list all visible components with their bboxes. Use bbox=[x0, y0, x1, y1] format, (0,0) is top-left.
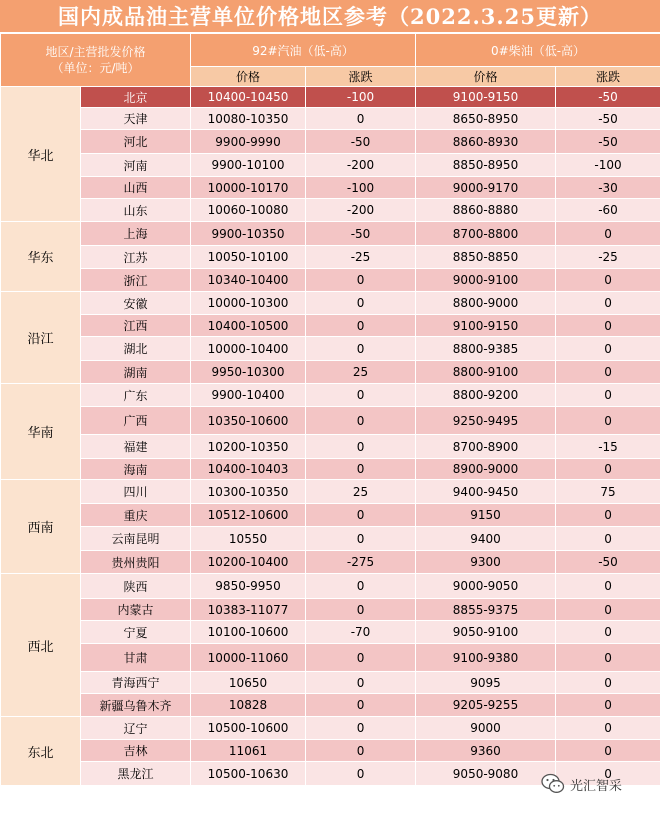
gasoline-price-cell: 10400-10450 bbox=[191, 87, 306, 108]
city-cell: 福建 bbox=[81, 435, 191, 459]
diesel-change-cell: -50 bbox=[556, 551, 660, 574]
diesel-change-cell: 0 bbox=[556, 407, 660, 435]
gasoline-change-cell: 0 bbox=[306, 384, 416, 407]
diesel-price-cell: 9100-9380 bbox=[416, 644, 556, 672]
region-cell: 沿江 bbox=[1, 292, 81, 384]
city-cell: 青海西宁 bbox=[81, 672, 191, 694]
gasoline-change-cell: 0 bbox=[306, 717, 416, 740]
gasoline-change-cell: -70 bbox=[306, 621, 416, 644]
corner-header-line2: （单位：元/吨） bbox=[51, 61, 140, 75]
diesel-price-cell: 8850-8850 bbox=[416, 246, 556, 269]
gasoline-change-cell: 0 bbox=[306, 435, 416, 459]
city-cell: 浙江 bbox=[81, 269, 191, 292]
diesel-price-cell: 9000-9050 bbox=[416, 574, 556, 599]
region-cell: 西北 bbox=[1, 574, 81, 717]
gasoline-price-cell: 9900-10400 bbox=[191, 384, 306, 407]
gasoline-change-cell: 0 bbox=[306, 644, 416, 672]
watermark-text: 光汇智采 bbox=[570, 778, 623, 794]
city-cell: 重庆 bbox=[81, 504, 191, 527]
table-row bbox=[1, 599, 660, 621]
diesel-price-cell: 9300 bbox=[416, 551, 556, 574]
gasoline-change-cell: 0 bbox=[306, 504, 416, 527]
diesel-price-cell: 9360 bbox=[416, 740, 556, 762]
diesel-change-cell: 0 bbox=[556, 717, 660, 740]
gasoline-price-cell: 9950-10300 bbox=[191, 361, 306, 384]
diesel-price-cell: 9050-9080 bbox=[416, 762, 556, 786]
table-row bbox=[1, 407, 660, 435]
gasoline-price-cell: 10500-10630 bbox=[191, 762, 306, 786]
table-row bbox=[1, 154, 660, 177]
gasoline-change-cell: -275 bbox=[306, 551, 416, 574]
gasoline-change-cell: 0 bbox=[306, 762, 416, 786]
diesel-price-cell: 9100-9150 bbox=[416, 87, 556, 108]
gasoline-price-cell: 10300-10350 bbox=[191, 480, 306, 504]
diesel-change-cell: -30 bbox=[556, 177, 660, 199]
table-row bbox=[1, 459, 660, 480]
gasoline-price-cell: 10383-11077 bbox=[191, 599, 306, 621]
gasoline-price-cell: 11061 bbox=[191, 740, 306, 762]
city-cell: 云南昆明 bbox=[81, 527, 191, 551]
diesel-change-cell: -50 bbox=[556, 87, 660, 108]
gasoline-change-cell: 0 bbox=[306, 459, 416, 480]
diesel-change-cell: 0 bbox=[556, 694, 660, 717]
city-cell: 湖南 bbox=[81, 361, 191, 384]
diesel-change-cell: 0 bbox=[556, 292, 660, 315]
diesel-change-cell: -100 bbox=[556, 154, 660, 177]
city-cell: 山西 bbox=[81, 177, 191, 199]
city-cell: 江西 bbox=[81, 315, 191, 337]
diesel-change-cell: 0 bbox=[556, 459, 660, 480]
gasoline-price-header: 价格 bbox=[191, 67, 306, 87]
gasoline-price-cell: 10350-10600 bbox=[191, 407, 306, 435]
city-cell: 广东 bbox=[81, 384, 191, 407]
diesel-change-cell: 0 bbox=[556, 222, 660, 246]
table-row bbox=[1, 222, 660, 246]
table-row bbox=[1, 504, 660, 527]
region-cell: 东北 bbox=[1, 717, 81, 786]
diesel-price-cell: 8860-8930 bbox=[416, 130, 556, 154]
diesel-change-header: 涨跌 bbox=[556, 67, 660, 87]
diesel-price-cell: 9150 bbox=[416, 504, 556, 527]
diesel-change-cell: 0 bbox=[556, 599, 660, 621]
gasoline-change-cell: 0 bbox=[306, 740, 416, 762]
diesel-price-cell: 8650-8950 bbox=[416, 108, 556, 130]
gasoline-price-cell: 10000-10400 bbox=[191, 337, 306, 361]
gasoline-price-cell: 10828 bbox=[191, 694, 306, 717]
diesel-change-cell: 0 bbox=[556, 337, 660, 361]
gasoline-price-cell: 9900-10350 bbox=[191, 222, 306, 246]
table-row bbox=[1, 672, 660, 694]
diesel-price-header: 价格 bbox=[416, 67, 556, 87]
gasoline-price-cell: 10060-10080 bbox=[191, 199, 306, 222]
city-cell: 北京 bbox=[81, 87, 191, 108]
gasoline-change-cell: 0 bbox=[306, 108, 416, 130]
region-cell: 华东 bbox=[1, 222, 81, 292]
gasoline-change-cell: 0 bbox=[306, 672, 416, 694]
gasoline-change-cell: 0 bbox=[306, 574, 416, 599]
diesel-change-cell: -50 bbox=[556, 130, 660, 154]
table-row bbox=[1, 740, 660, 762]
gasoline-change-header: 涨跌 bbox=[306, 67, 416, 87]
table-row bbox=[1, 384, 660, 407]
gasoline-price-cell: 10340-10400 bbox=[191, 269, 306, 292]
diesel-change-cell: 0 bbox=[556, 762, 660, 786]
diesel-price-cell: 9250-9495 bbox=[416, 407, 556, 435]
diesel-change-cell: 0 bbox=[556, 527, 660, 551]
city-cell: 辽宁 bbox=[81, 717, 191, 740]
table-row bbox=[1, 621, 660, 644]
region-cell: 西南 bbox=[1, 480, 81, 574]
diesel-change-cell: 0 bbox=[556, 621, 660, 644]
diesel-change-cell: -15 bbox=[556, 435, 660, 459]
diesel-change-cell: -25 bbox=[556, 246, 660, 269]
diesel-change-cell: 0 bbox=[556, 315, 660, 337]
diesel-price-cell: 8855-9375 bbox=[416, 599, 556, 621]
diesel-change-cell: 0 bbox=[556, 384, 660, 407]
table-row bbox=[1, 177, 660, 199]
gasoline-change-cell: -200 bbox=[306, 154, 416, 177]
diesel-price-cell: 9400-9450 bbox=[416, 480, 556, 504]
corner-header bbox=[1, 34, 191, 87]
city-cell: 黑龙江 bbox=[81, 762, 191, 786]
city-cell: 广西 bbox=[81, 407, 191, 435]
gasoline-change-cell: -200 bbox=[306, 199, 416, 222]
city-cell: 河南 bbox=[81, 154, 191, 177]
gasoline-change-cell: -25 bbox=[306, 246, 416, 269]
gasoline-price-cell: 10400-10403 bbox=[191, 459, 306, 480]
gasoline-price-cell: 10100-10600 bbox=[191, 621, 306, 644]
diesel-change-cell: 0 bbox=[556, 644, 660, 672]
gasoline-price-cell: 10200-10400 bbox=[191, 551, 306, 574]
diesel-header: 0#柴油（低-高） bbox=[416, 34, 660, 67]
gasoline-price-cell: 10050-10100 bbox=[191, 246, 306, 269]
city-cell: 海南 bbox=[81, 459, 191, 480]
gasoline-change-cell: 0 bbox=[306, 407, 416, 435]
gasoline-price-cell: 10000-10170 bbox=[191, 177, 306, 199]
diesel-price-cell: 9000-9100 bbox=[416, 269, 556, 292]
diesel-price-cell: 8900-9000 bbox=[416, 459, 556, 480]
gasoline-change-cell: 0 bbox=[306, 269, 416, 292]
diesel-change-cell: -60 bbox=[556, 199, 660, 222]
diesel-price-cell: 8800-9385 bbox=[416, 337, 556, 361]
gasoline-price-cell: 10200-10350 bbox=[191, 435, 306, 459]
diesel-price-cell: 8700-8900 bbox=[416, 435, 556, 459]
city-cell: 江苏 bbox=[81, 246, 191, 269]
table-row bbox=[1, 292, 660, 315]
gasoline-change-cell: 0 bbox=[306, 315, 416, 337]
table-row bbox=[1, 269, 660, 292]
table-row bbox=[1, 337, 660, 361]
city-cell: 内蒙古 bbox=[81, 599, 191, 621]
gasoline-change-cell: 25 bbox=[306, 480, 416, 504]
city-cell: 四川 bbox=[81, 480, 191, 504]
gasoline-change-cell: -100 bbox=[306, 177, 416, 199]
page-title: 国内成品油主营单位价格地区参考（2022.3.25更新） bbox=[0, 0, 660, 33]
diesel-price-cell: 8850-8950 bbox=[416, 154, 556, 177]
table-row bbox=[1, 694, 660, 717]
diesel-price-cell: 9400 bbox=[416, 527, 556, 551]
diesel-change-cell: 0 bbox=[556, 361, 660, 384]
city-cell: 山东 bbox=[81, 199, 191, 222]
diesel-price-cell: 9095 bbox=[416, 672, 556, 694]
gasoline-change-cell: 0 bbox=[306, 599, 416, 621]
watermark bbox=[541, 771, 622, 797]
city-cell: 湖北 bbox=[81, 337, 191, 361]
table-row bbox=[1, 246, 660, 269]
city-cell: 贵州贵阳 bbox=[81, 551, 191, 574]
gasoline-price-cell: 10400-10500 bbox=[191, 315, 306, 337]
diesel-change-cell: 0 bbox=[556, 504, 660, 527]
diesel-price-cell: 8800-9200 bbox=[416, 384, 556, 407]
diesel-price-cell: 9100-9150 bbox=[416, 315, 556, 337]
city-cell: 吉林 bbox=[81, 740, 191, 762]
diesel-price-cell: 9000-9170 bbox=[416, 177, 556, 199]
wechat-logo-icon bbox=[541, 773, 565, 795]
price-table bbox=[0, 33, 660, 786]
gasoline-price-cell: 10512-10600 bbox=[191, 504, 306, 527]
table-row bbox=[1, 361, 660, 384]
table-row bbox=[1, 199, 660, 222]
table-row bbox=[1, 527, 660, 551]
city-cell: 陕西 bbox=[81, 574, 191, 599]
city-cell: 河北 bbox=[81, 130, 191, 154]
diesel-change-cell: -50 bbox=[556, 108, 660, 130]
diesel-change-cell: 75 bbox=[556, 480, 660, 504]
gasoline-price-cell: 9900-10100 bbox=[191, 154, 306, 177]
region-cell: 华北 bbox=[1, 87, 81, 222]
diesel-price-cell: 8800-9100 bbox=[416, 361, 556, 384]
diesel-change-cell: 0 bbox=[556, 269, 660, 292]
diesel-change-cell: 0 bbox=[556, 740, 660, 762]
diesel-price-cell: 9050-9100 bbox=[416, 621, 556, 644]
gasoline-change-cell: 25 bbox=[306, 361, 416, 384]
table-row bbox=[1, 574, 660, 599]
gasoline-price-cell: 10500-10600 bbox=[191, 717, 306, 740]
gasoline-change-cell: -100 bbox=[306, 87, 416, 108]
city-cell: 甘肃 bbox=[81, 644, 191, 672]
city-cell: 天津 bbox=[81, 108, 191, 130]
diesel-change-cell: 0 bbox=[556, 672, 660, 694]
gasoline-price-cell: 10650 bbox=[191, 672, 306, 694]
table-row bbox=[1, 551, 660, 574]
table-row bbox=[1, 644, 660, 672]
gasoline-price-cell: 10000-11060 bbox=[191, 644, 306, 672]
gasoline-price-cell: 9900-9990 bbox=[191, 130, 306, 154]
table-row bbox=[1, 717, 660, 740]
region-cell: 华南 bbox=[1, 384, 81, 480]
gasoline-change-cell: 0 bbox=[306, 527, 416, 551]
diesel-price-cell: 9000 bbox=[416, 717, 556, 740]
table-row bbox=[1, 108, 660, 130]
gasoline-price-cell: 10550 bbox=[191, 527, 306, 551]
table-row bbox=[1, 315, 660, 337]
diesel-price-cell: 8700-8800 bbox=[416, 222, 556, 246]
gasoline-change-cell: -50 bbox=[306, 222, 416, 246]
diesel-change-cell: 0 bbox=[556, 574, 660, 599]
diesel-price-cell: 8800-9000 bbox=[416, 292, 556, 315]
table-row bbox=[1, 87, 660, 108]
gasoline-header: 92#汽油（低-高） bbox=[191, 34, 416, 67]
gasoline-change-cell: 0 bbox=[306, 337, 416, 361]
diesel-price-cell: 8860-8880 bbox=[416, 199, 556, 222]
city-cell: 上海 bbox=[81, 222, 191, 246]
table-row bbox=[1, 480, 660, 504]
city-cell: 安徽 bbox=[81, 292, 191, 315]
gasoline-change-cell: 0 bbox=[306, 694, 416, 717]
gasoline-change-cell: -50 bbox=[306, 130, 416, 154]
diesel-price-cell: 9205-9255 bbox=[416, 694, 556, 717]
gasoline-price-cell: 10000-10300 bbox=[191, 292, 306, 315]
city-cell: 新疆乌鲁木齐 bbox=[81, 694, 191, 717]
gasoline-change-cell: 0 bbox=[306, 292, 416, 315]
table-row bbox=[1, 435, 660, 459]
gasoline-price-cell: 10080-10350 bbox=[191, 108, 306, 130]
gasoline-price-cell: 9850-9950 bbox=[191, 574, 306, 599]
corner-header-line1: 地区/主营批发价格 bbox=[45, 45, 146, 59]
city-cell: 宁夏 bbox=[81, 621, 191, 644]
table-row bbox=[1, 130, 660, 154]
